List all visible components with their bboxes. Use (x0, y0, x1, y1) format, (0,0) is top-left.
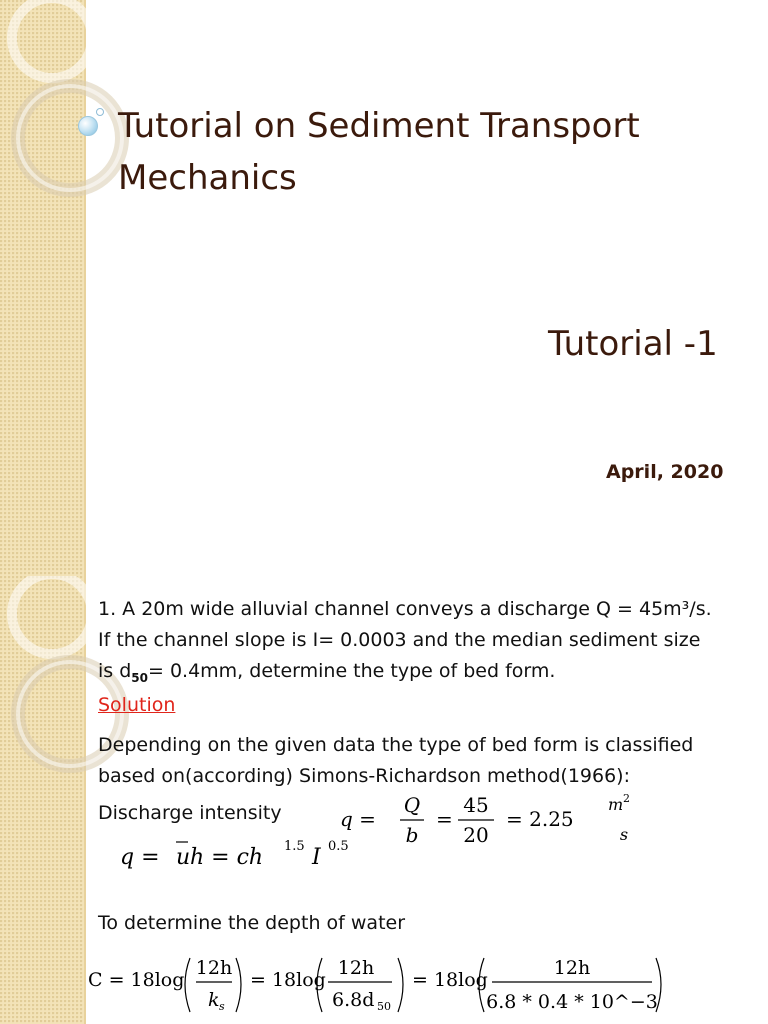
eq3-f3-den: 6.8 * 0.4 * 10^−3 (486, 991, 658, 1013)
eq3-f2-num: 12h (337, 957, 375, 979)
eq1-unit-den: s (619, 825, 629, 844)
bullet-ring-icon (96, 108, 104, 116)
eq3-paren-open-1 (185, 958, 190, 1012)
slide-subtitle: Tutorial -1 (548, 324, 718, 364)
eq3-f1-den-k: k (208, 989, 220, 1011)
d50-subscript: 50 (131, 670, 148, 685)
eq3-f1-num: 12h (195, 957, 233, 979)
eq1-num1: Q (403, 793, 421, 817)
eq3-f1-den-sub: s (219, 1000, 225, 1013)
eq2-u: u (176, 845, 191, 870)
eq1-unit-exp: 2 (623, 792, 630, 805)
eq3-eq2: = 18log (250, 969, 326, 991)
solution-heading: Solution (98, 694, 176, 716)
bullet-orb-icon (78, 116, 98, 136)
eq1-result: = 2.25 (506, 807, 574, 831)
eq3-c: C = 18log (88, 969, 185, 991)
paragraph-line-2: based on(according) Simons-Richardson method(1966): (98, 765, 630, 787)
eq2-mid: h = ch (190, 845, 264, 870)
slide-title: Tutorial on Sediment Transport Mechanics (118, 106, 640, 198)
eq3-paren-close-2 (398, 958, 403, 1012)
problem-line-3 (98, 656, 555, 693)
eq1-equals: = (436, 807, 453, 831)
eq1-num2: 45 (463, 793, 489, 817)
eq3-f3-num: 12h (553, 957, 591, 979)
eq2-q: q = (120, 845, 160, 870)
chezy-equation (86, 950, 666, 1022)
problem-line-3-suffix: = 0.4mm, determine the type of bed form. (147, 660, 556, 682)
depth-label: To determine the depth of water (98, 912, 406, 934)
eq1-den2: 20 (463, 823, 489, 847)
eq1-den1: b (405, 823, 419, 847)
problem-line-1: 1. A 20m wide alluvial channel conveys a discharge Q = 45m³/s. (98, 598, 712, 620)
eq3-f2-den: 6.8d (332, 989, 375, 1011)
eq3-paren-close-1 (236, 958, 241, 1012)
eq2-exp1: 1.5 (284, 839, 305, 854)
slide-date: April, 2020 (606, 461, 724, 483)
eq3-f2-den-sub: 50 (377, 1000, 391, 1013)
discharge-intensity-label: Discharge intensity (98, 802, 282, 824)
flow-equation (116, 832, 376, 876)
problem-slide (0, 576, 768, 1024)
eq2-I: I (312, 845, 321, 870)
eq1-lhs: q = (340, 807, 376, 831)
discharge-equation (340, 788, 660, 850)
problem-line-2: If the channel slope is I= 0.0003 and the median sediment size (98, 629, 701, 651)
eq3-eq3: = 18log (412, 969, 488, 991)
problem-line-3-prefix: is d (98, 660, 132, 682)
paragraph-line-1: Depending on the given data the type of bed form is classified (98, 734, 694, 756)
eq1-unit-num: m (608, 795, 624, 814)
eq2-exp2: 0.5 (328, 839, 349, 854)
